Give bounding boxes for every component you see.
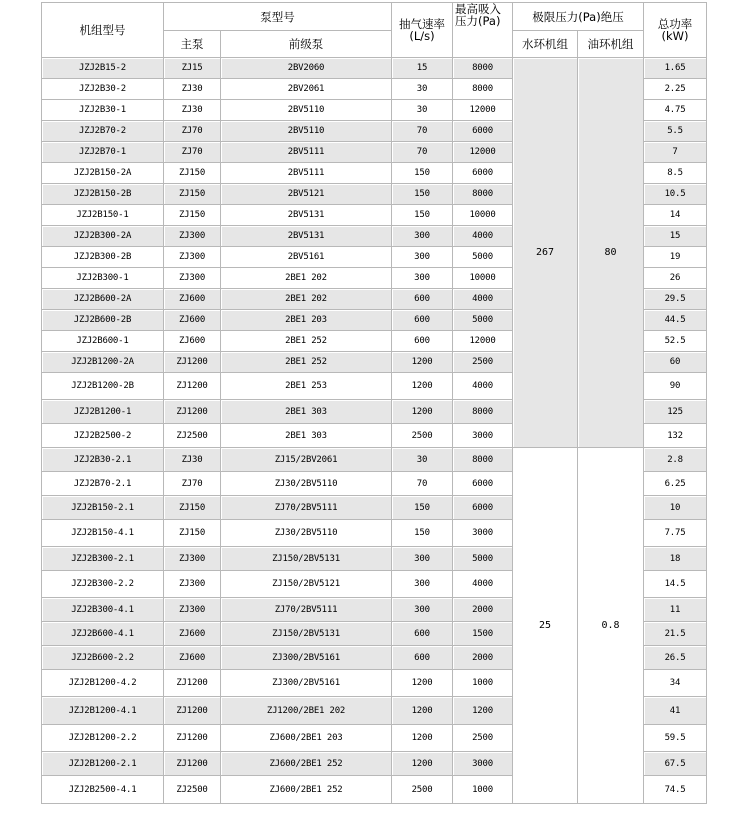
cell-pmax: 3000 [453, 520, 513, 547]
cell-pmax: 4000 [453, 373, 513, 400]
cell-power: 52.5 [644, 331, 707, 352]
cell-speed: 150 [392, 205, 453, 226]
cell-pre: ZJ600/2BE1 203 [221, 725, 392, 752]
cell-speed: 2500 [392, 776, 453, 804]
cell-speed: 300 [392, 268, 453, 289]
cell-power: 2.25 [644, 79, 707, 100]
cell-speed: 150 [392, 520, 453, 547]
cell-pre: ZJ600/2BE1 252 [221, 752, 392, 776]
cell-model: JZJ2B1200-4.2 [42, 670, 164, 697]
cell-speed: 300 [392, 571, 453, 598]
cell-model: JZJ2B300-2A [42, 226, 164, 247]
cell-main: ZJ2500 [164, 776, 221, 804]
cell-power: 90 [644, 373, 707, 400]
cell-main: ZJ300 [164, 247, 221, 268]
spec-table [41, 2, 707, 804]
cell-pre: 2BE1 203 [221, 310, 392, 331]
cell-speed: 300 [392, 547, 453, 571]
cell-pre: 2BV5131 [221, 226, 392, 247]
cell-speed: 600 [392, 646, 453, 670]
cell-pre: ZJ30/2BV5110 [221, 472, 392, 496]
cell-main: ZJ300 [164, 226, 221, 247]
cell-pre: 2BV5110 [221, 121, 392, 142]
cell-pre: ZJ70/2BV5111 [221, 496, 392, 520]
cell-speed: 600 [392, 289, 453, 310]
oil-ring-limit-group1: 80 [578, 58, 644, 448]
header-power-unit: (kW) [661, 29, 689, 43]
cell-power: 6.25 [644, 472, 707, 496]
cell-main: ZJ70 [164, 121, 221, 142]
cell-model: JZJ2B30-1 [42, 100, 164, 121]
cell-speed: 1200 [392, 400, 453, 424]
cell-pmax: 1500 [453, 622, 513, 646]
header-pump-model: 泵型号 [164, 3, 392, 31]
cell-pre: ZJ70/2BV5111 [221, 598, 392, 622]
cell-model: JZJ2B300-1 [42, 268, 164, 289]
cell-main: ZJ600 [164, 646, 221, 670]
cell-pmax: 4000 [453, 226, 513, 247]
cell-power: 11 [644, 598, 707, 622]
cell-model: JZJ2B300-2B [42, 247, 164, 268]
cell-power: 59.5 [644, 725, 707, 752]
cell-speed: 1200 [392, 725, 453, 752]
cell-model: JZJ2B600-2B [42, 310, 164, 331]
cell-pre: ZJ15/2BV2061 [221, 448, 392, 472]
cell-main: ZJ1200 [164, 752, 221, 776]
cell-pmax: 5000 [453, 310, 513, 331]
header-main-pump: 主泵 [164, 31, 221, 58]
cell-model: JZJ2B600-2A [42, 289, 164, 310]
cell-pre: 2BE1 303 [221, 424, 392, 448]
cell-pre: 2BV5131 [221, 205, 392, 226]
cell-model: JZJ2B15-2 [42, 58, 164, 79]
cell-model: JZJ2B1200-2.2 [42, 725, 164, 752]
cell-power: 44.5 [644, 310, 707, 331]
header-model: 机组型号 [42, 3, 164, 58]
cell-pre: 2BV5161 [221, 247, 392, 268]
cell-power: 5.5 [644, 121, 707, 142]
cell-main: ZJ150 [164, 184, 221, 205]
cell-main: ZJ600 [164, 310, 221, 331]
cell-pmax: 8000 [453, 79, 513, 100]
cell-pmax: 10000 [453, 205, 513, 226]
cell-pmax: 8000 [453, 448, 513, 472]
table-row [42, 58, 707, 79]
cell-model: JZJ2B1200-4.1 [42, 697, 164, 725]
cell-main: ZJ30 [164, 448, 221, 472]
cell-power: 14.5 [644, 571, 707, 598]
cell-model: JZJ2B70-1 [42, 142, 164, 163]
cell-model: JZJ2B2500-4.1 [42, 776, 164, 804]
cell-main: ZJ300 [164, 547, 221, 571]
cell-pmax: 8000 [453, 400, 513, 424]
cell-power: 19 [644, 247, 707, 268]
cell-model: JZJ2B1200-2B [42, 373, 164, 400]
cell-pmax: 5000 [453, 247, 513, 268]
cell-speed: 150 [392, 163, 453, 184]
cell-model: JZJ2B150-2.1 [42, 496, 164, 520]
cell-power: 125 [644, 400, 707, 424]
cell-speed: 30 [392, 448, 453, 472]
oil-ring-limit-group2: 0.8 [578, 448, 644, 804]
cell-pre: 2BE1 202 [221, 289, 392, 310]
cell-pre: 2BV5121 [221, 184, 392, 205]
cell-main: ZJ150 [164, 205, 221, 226]
cell-pmax: 3000 [453, 752, 513, 776]
cell-pre: ZJ300/2BV5161 [221, 670, 392, 697]
cell-pmax: 6000 [453, 163, 513, 184]
cell-pmax: 2000 [453, 598, 513, 622]
cell-pre: 2BE1 252 [221, 331, 392, 352]
cell-pmax: 8000 [453, 58, 513, 79]
cell-model: JZJ2B300-2.2 [42, 571, 164, 598]
cell-power: 67.5 [644, 752, 707, 776]
cell-speed: 600 [392, 331, 453, 352]
cell-pre: ZJ150/2BV5121 [221, 571, 392, 598]
cell-main: ZJ1200 [164, 373, 221, 400]
header-power-label: 总功率 [657, 17, 693, 31]
cell-model: JZJ2B150-2A [42, 163, 164, 184]
cell-pre: 2BV2061 [221, 79, 392, 100]
cell-model: JZJ2B300-2.1 [42, 547, 164, 571]
cell-power: 26 [644, 268, 707, 289]
cell-pmax: 6000 [453, 496, 513, 520]
cell-pmax: 1000 [453, 670, 513, 697]
cell-speed: 1200 [392, 352, 453, 373]
cell-pmax: 5000 [453, 547, 513, 571]
cell-main: ZJ1200 [164, 352, 221, 373]
cell-main: ZJ70 [164, 472, 221, 496]
cell-pre: 2BE1 252 [221, 352, 392, 373]
cell-main: ZJ1200 [164, 725, 221, 752]
header-limit-pressure: 极限压力(Pa)绝压 [513, 3, 644, 31]
header-speed [392, 3, 453, 58]
cell-main: ZJ300 [164, 571, 221, 598]
cell-speed: 150 [392, 184, 453, 205]
cell-power: 10 [644, 496, 707, 520]
cell-speed: 30 [392, 79, 453, 100]
cell-speed: 150 [392, 496, 453, 520]
cell-model: JZJ2B30-2 [42, 79, 164, 100]
cell-power: 7.75 [644, 520, 707, 547]
cell-main: ZJ1200 [164, 400, 221, 424]
cell-speed: 1200 [392, 697, 453, 725]
cell-model: JZJ2B150-4.1 [42, 520, 164, 547]
cell-speed: 70 [392, 121, 453, 142]
cell-pre: ZJ600/2BE1 252 [221, 776, 392, 804]
cell-speed: 2500 [392, 424, 453, 448]
cell-speed: 70 [392, 472, 453, 496]
cell-model: JZJ2B30-2.1 [42, 448, 164, 472]
cell-speed: 300 [392, 598, 453, 622]
cell-power: 26.5 [644, 646, 707, 670]
cell-pre: 2BV2060 [221, 58, 392, 79]
cell-pre: ZJ30/2BV5110 [221, 520, 392, 547]
cell-pmax: 2000 [453, 646, 513, 670]
cell-main: ZJ1200 [164, 697, 221, 725]
cell-speed: 30 [392, 100, 453, 121]
cell-main: ZJ150 [164, 163, 221, 184]
cell-main: ZJ600 [164, 622, 221, 646]
cell-model: JZJ2B600-2.2 [42, 646, 164, 670]
cell-main: ZJ30 [164, 79, 221, 100]
cell-model: JZJ2B70-2 [42, 121, 164, 142]
cell-main: ZJ1200 [164, 670, 221, 697]
cell-main: ZJ150 [164, 520, 221, 547]
cell-pmax: 4000 [453, 571, 513, 598]
cell-pmax: 8000 [453, 184, 513, 205]
water-ring-limit-group2: 25 [513, 448, 578, 804]
cell-power: 1.65 [644, 58, 707, 79]
cell-main: ZJ30 [164, 100, 221, 121]
cell-pmax: 2500 [453, 352, 513, 373]
header-speed-unit: (L/s) [409, 29, 435, 43]
cell-pre: 2BE1 303 [221, 400, 392, 424]
cell-main: ZJ600 [164, 331, 221, 352]
cell-main: ZJ300 [164, 268, 221, 289]
cell-speed: 15 [392, 58, 453, 79]
cell-power: 74.5 [644, 776, 707, 804]
cell-power: 10.5 [644, 184, 707, 205]
cell-pre: ZJ150/2BV5131 [221, 622, 392, 646]
cell-power: 8.5 [644, 163, 707, 184]
cell-power: 2.8 [644, 448, 707, 472]
cell-pre: 2BV5110 [221, 100, 392, 121]
cell-model: JZJ2B1200-2A [42, 352, 164, 373]
cell-pmax: 2500 [453, 725, 513, 752]
cell-power: 60 [644, 352, 707, 373]
cell-pmax: 6000 [453, 121, 513, 142]
header-max-pressure: 最高吸入压力(Pa) [453, 3, 513, 58]
cell-pmax: 12000 [453, 100, 513, 121]
cell-pre: ZJ1200/2BE1 202 [221, 697, 392, 725]
table-row [42, 448, 707, 472]
cell-model: JZJ2B1200-1 [42, 400, 164, 424]
cell-main: ZJ150 [164, 496, 221, 520]
cell-model: JZJ2B600-4.1 [42, 622, 164, 646]
cell-model: JZJ2B600-1 [42, 331, 164, 352]
cell-pmax: 12000 [453, 142, 513, 163]
cell-pre: ZJ300/2BV5161 [221, 646, 392, 670]
cell-speed: 300 [392, 226, 453, 247]
cell-speed: 300 [392, 247, 453, 268]
cell-power: 132 [644, 424, 707, 448]
cell-model: JZJ2B150-1 [42, 205, 164, 226]
cell-main: ZJ70 [164, 142, 221, 163]
cell-power: 18 [644, 547, 707, 571]
cell-pmax: 4000 [453, 289, 513, 310]
cell-pmax: 3000 [453, 424, 513, 448]
header-water-ring: 水环机组 [513, 31, 578, 58]
cell-pmax: 12000 [453, 331, 513, 352]
cell-power: 14 [644, 205, 707, 226]
cell-power: 21.5 [644, 622, 707, 646]
cell-speed: 1200 [392, 373, 453, 400]
cell-power: 15 [644, 226, 707, 247]
cell-main: ZJ300 [164, 598, 221, 622]
cell-main: ZJ2500 [164, 424, 221, 448]
cell-speed: 600 [392, 310, 453, 331]
cell-pmax: 6000 [453, 472, 513, 496]
cell-pmax: 1000 [453, 776, 513, 804]
cell-model: JZJ2B2500-2 [42, 424, 164, 448]
cell-speed: 70 [392, 142, 453, 163]
header-oil-ring: 油环机组 [578, 31, 644, 58]
cell-model: JZJ2B150-2B [42, 184, 164, 205]
cell-speed: 1200 [392, 752, 453, 776]
cell-power: 4.75 [644, 100, 707, 121]
cell-power: 34 [644, 670, 707, 697]
cell-power: 7 [644, 142, 707, 163]
cell-model: JZJ2B300-4.1 [42, 598, 164, 622]
cell-pre: 2BE1 202 [221, 268, 392, 289]
cell-pmax: 10000 [453, 268, 513, 289]
cell-pre: 2BE1 253 [221, 373, 392, 400]
header-speed-label: 抽气速率 [399, 17, 445, 31]
cell-pre: 2BV5111 [221, 163, 392, 184]
cell-speed: 1200 [392, 670, 453, 697]
cell-pre: ZJ150/2BV5131 [221, 547, 392, 571]
water-ring-limit-group1: 267 [513, 58, 578, 448]
cell-model: JZJ2B1200-2.1 [42, 752, 164, 776]
cell-power: 41 [644, 697, 707, 725]
cell-pmax: 1200 [453, 697, 513, 725]
header-power [644, 3, 707, 58]
cell-pre: 2BV5111 [221, 142, 392, 163]
cell-main: ZJ600 [164, 289, 221, 310]
cell-model: JZJ2B70-2.1 [42, 472, 164, 496]
header-pre-pump: 前级泵 [221, 31, 392, 58]
cell-main: ZJ15 [164, 58, 221, 79]
cell-speed: 600 [392, 622, 453, 646]
cell-power: 29.5 [644, 289, 707, 310]
